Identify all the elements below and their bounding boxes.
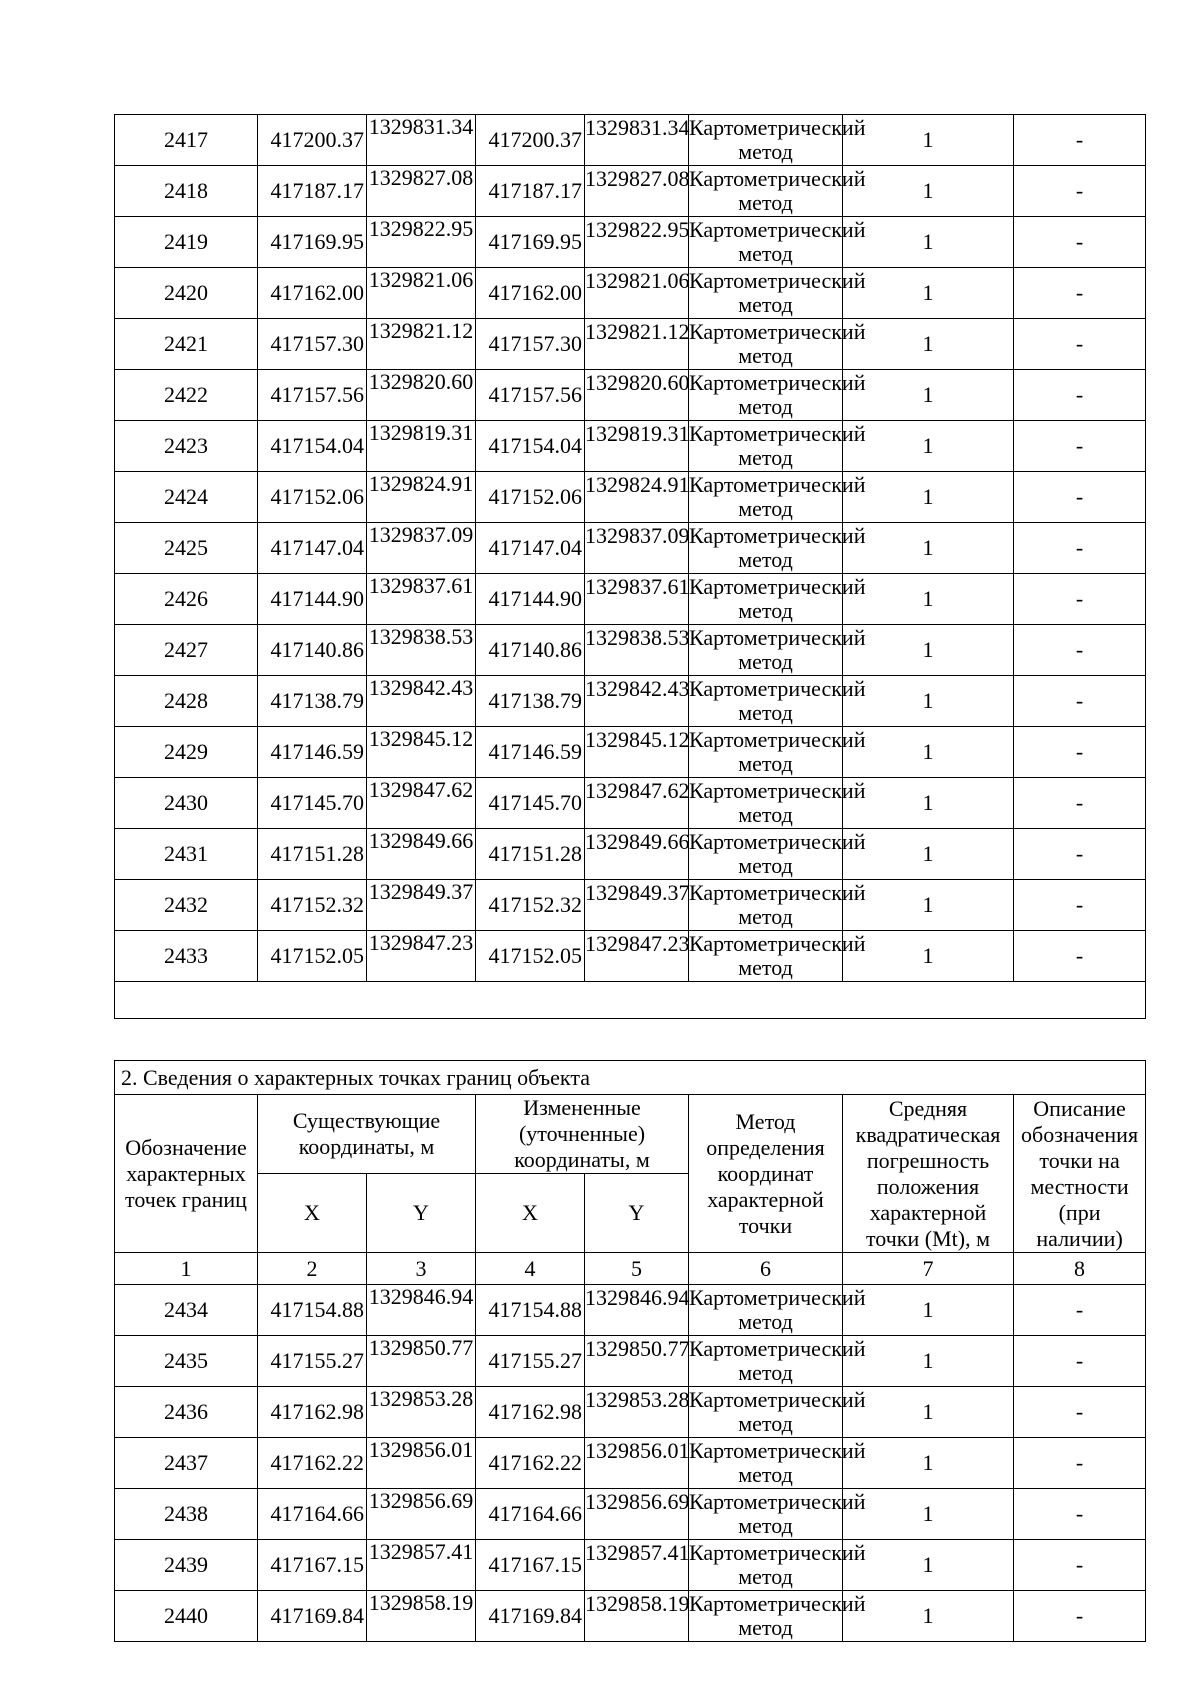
x-changed-cell: 417169.84 bbox=[476, 1591, 585, 1642]
y-existing-cell: 1329850.77 bbox=[367, 1336, 476, 1387]
empty-row bbox=[115, 982, 1146, 1019]
point-id-cell: 2424 bbox=[115, 472, 258, 523]
y-changed-cell: 1329820.60 bbox=[585, 370, 689, 421]
point-id-cell: 2427 bbox=[115, 625, 258, 676]
point-id-cell: 2438 bbox=[115, 1489, 258, 1540]
table-row bbox=[115, 472, 1146, 523]
method-cell: Картометрический метод bbox=[689, 1285, 866, 1334]
y-changed-cell: 1329821.06 bbox=[585, 268, 689, 319]
y-existing-cell: 1329821.06 bbox=[367, 268, 476, 319]
x-existing-cell: 417162.00 bbox=[258, 268, 367, 319]
header-point: Обозначение характерных точек границ bbox=[115, 1095, 258, 1253]
y-changed-cell: 1329845.12 bbox=[585, 727, 689, 778]
description-cell: - bbox=[1014, 115, 1146, 166]
x-existing-cell: 417169.95 bbox=[258, 217, 367, 268]
description-cell: - bbox=[1014, 778, 1146, 829]
y-existing-cell: 1329845.12 bbox=[367, 727, 476, 778]
error-cell: 1 bbox=[843, 1336, 1014, 1387]
header-x-changed: X bbox=[476, 1174, 585, 1253]
point-id-cell: 2422 bbox=[115, 370, 258, 421]
y-changed-cell: 1329846.94 bbox=[585, 1285, 689, 1336]
error-cell: 1 bbox=[843, 829, 1014, 880]
method-cell: Картометрический метод bbox=[689, 319, 866, 368]
y-changed-cell: 1329821.12 bbox=[585, 319, 689, 370]
x-changed-cell: 417169.95 bbox=[476, 217, 585, 268]
y-existing-cell: 1329824.91 bbox=[367, 472, 476, 523]
x-existing-cell: 417155.27 bbox=[258, 1336, 367, 1387]
point-id-cell: 2433 bbox=[115, 931, 258, 982]
x-existing-cell: 417187.17 bbox=[258, 166, 367, 217]
description-cell: - bbox=[1014, 574, 1146, 625]
x-changed-cell: 417147.04 bbox=[476, 523, 585, 574]
method-cell: Картометрический метод bbox=[689, 778, 866, 827]
description-cell: - bbox=[1014, 1336, 1146, 1387]
table-row bbox=[115, 1285, 1146, 1336]
x-changed-cell: 417162.22 bbox=[476, 1438, 585, 1489]
y-changed-cell: 1329850.77 bbox=[585, 1336, 689, 1387]
x-existing-cell: 417200.37 bbox=[258, 115, 367, 166]
y-changed-cell: 1329827.08 bbox=[585, 166, 689, 217]
error-cell: 1 bbox=[843, 370, 1014, 421]
description-cell: - bbox=[1014, 1489, 1146, 1540]
y-changed-cell: 1329838.53 bbox=[585, 625, 689, 676]
description-cell: - bbox=[1014, 1438, 1146, 1489]
column-number: 1 bbox=[115, 1253, 258, 1285]
y-existing-cell: 1329821.12 bbox=[367, 319, 476, 370]
y-existing-cell: 1329820.60 bbox=[367, 370, 476, 421]
x-existing-cell: 417167.15 bbox=[258, 1540, 367, 1591]
point-id-cell: 2429 bbox=[115, 727, 258, 778]
x-changed-cell: 417152.06 bbox=[476, 472, 585, 523]
x-changed-cell: 417138.79 bbox=[476, 676, 585, 727]
y-existing-cell: 1329837.61 bbox=[367, 574, 476, 625]
table-row bbox=[115, 421, 1146, 472]
x-changed-cell: 417140.86 bbox=[476, 625, 585, 676]
table-row bbox=[115, 166, 1146, 217]
point-id-cell: 2417 bbox=[115, 115, 258, 166]
y-changed-cell: 1329849.37 bbox=[585, 880, 689, 931]
method-cell: Картометрический метод bbox=[689, 1591, 866, 1640]
x-existing-cell: 417157.56 bbox=[258, 370, 367, 421]
description-cell: - bbox=[1014, 625, 1146, 676]
x-existing-cell: 417162.98 bbox=[258, 1387, 367, 1438]
point-id-cell: 2420 bbox=[115, 268, 258, 319]
y-changed-cell: 1329842.43 bbox=[585, 676, 689, 727]
point-id-cell: 2430 bbox=[115, 778, 258, 829]
point-id-cell: 2418 bbox=[115, 166, 258, 217]
column-number: 4 bbox=[476, 1253, 585, 1285]
y-existing-cell: 1329819.31 bbox=[367, 421, 476, 472]
error-cell: 1 bbox=[843, 115, 1014, 166]
x-existing-cell: 417145.70 bbox=[258, 778, 367, 829]
error-cell: 1 bbox=[843, 1540, 1014, 1591]
x-existing-cell: 417152.32 bbox=[258, 880, 367, 931]
method-cell: Картометрический метод bbox=[689, 1336, 866, 1385]
x-changed-cell: 417154.04 bbox=[476, 421, 585, 472]
x-changed-cell: 417145.70 bbox=[476, 778, 585, 829]
point-id-cell: 2426 bbox=[115, 574, 258, 625]
y-changed-cell: 1329856.69 bbox=[585, 1489, 689, 1540]
method-cell: Картометрический метод bbox=[689, 370, 866, 419]
method-cell: Картометрический метод bbox=[689, 421, 866, 470]
table-row bbox=[115, 370, 1146, 421]
description-cell: - bbox=[1014, 1387, 1146, 1438]
point-id-cell: 2425 bbox=[115, 523, 258, 574]
y-existing-cell: 1329827.08 bbox=[367, 166, 476, 217]
boundary-points-table bbox=[114, 1060, 1146, 1642]
description-cell: - bbox=[1014, 829, 1146, 880]
error-cell: 1 bbox=[843, 880, 1014, 931]
point-id-cell: 2419 bbox=[115, 217, 258, 268]
error-cell: 1 bbox=[843, 778, 1014, 829]
y-existing-cell: 1329831.34 bbox=[367, 115, 476, 166]
y-existing-cell: 1329858.19 bbox=[367, 1591, 476, 1642]
table-row bbox=[115, 1336, 1146, 1387]
method-cell: Картометрический метод bbox=[689, 1438, 866, 1487]
error-cell: 1 bbox=[843, 166, 1014, 217]
table-row bbox=[115, 778, 1146, 829]
table-row bbox=[115, 625, 1146, 676]
description-cell: - bbox=[1014, 370, 1146, 421]
x-changed-cell: 417155.27 bbox=[476, 1336, 585, 1387]
column-number: 6 bbox=[689, 1253, 843, 1285]
y-changed-cell: 1329856.01 bbox=[585, 1438, 689, 1489]
section-title-row bbox=[115, 1061, 1146, 1095]
y-existing-cell: 1329847.23 bbox=[367, 931, 476, 982]
y-existing-cell: 1329856.69 bbox=[367, 1489, 476, 1540]
method-cell: Картометрический метод bbox=[689, 574, 866, 623]
y-changed-cell: 1329858.19 bbox=[585, 1591, 689, 1642]
error-cell: 1 bbox=[843, 268, 1014, 319]
method-cell: Картометрический метод bbox=[689, 829, 866, 878]
method-cell: Картометрический метод bbox=[689, 166, 866, 215]
x-changed-cell: 417152.32 bbox=[476, 880, 585, 931]
y-existing-cell: 1329842.43 bbox=[367, 676, 476, 727]
header-x-existing: X bbox=[258, 1174, 367, 1253]
error-cell: 1 bbox=[843, 1438, 1014, 1489]
x-changed-cell: 417151.28 bbox=[476, 829, 585, 880]
description-cell: - bbox=[1014, 1591, 1146, 1642]
section-title: 2. Сведения о характерных точках границ объекта bbox=[115, 1061, 1146, 1095]
method-cell: Картометрический метод bbox=[689, 472, 866, 521]
y-existing-cell: 1329838.53 bbox=[367, 625, 476, 676]
y-existing-cell: 1329847.62 bbox=[367, 778, 476, 829]
method-cell: Картометрический метод bbox=[689, 1489, 866, 1538]
error-cell: 1 bbox=[843, 217, 1014, 268]
empty-cell bbox=[115, 982, 1146, 1019]
point-id-cell: 2434 bbox=[115, 1285, 258, 1336]
header-y-existing: Y bbox=[367, 1174, 476, 1253]
header-y-changed: Y bbox=[585, 1174, 689, 1253]
x-existing-cell: 417154.88 bbox=[258, 1285, 367, 1336]
method-cell: Картометрический метод bbox=[689, 880, 866, 929]
x-changed-cell: 417200.37 bbox=[476, 115, 585, 166]
description-cell: - bbox=[1014, 421, 1146, 472]
y-changed-cell: 1329819.31 bbox=[585, 421, 689, 472]
point-id-cell: 2421 bbox=[115, 319, 258, 370]
table-row bbox=[115, 523, 1146, 574]
description-cell: - bbox=[1014, 166, 1146, 217]
error-cell: 1 bbox=[843, 1591, 1014, 1642]
x-existing-cell: 417147.04 bbox=[258, 523, 367, 574]
table-row bbox=[115, 115, 1146, 166]
method-cell: Картометрический метод bbox=[689, 268, 866, 317]
table-row bbox=[115, 931, 1146, 982]
x-changed-cell: 417157.56 bbox=[476, 370, 585, 421]
column-numbers-row bbox=[115, 1253, 1146, 1285]
error-cell: 1 bbox=[843, 1387, 1014, 1438]
error-cell: 1 bbox=[843, 319, 1014, 370]
table-body-bottom bbox=[115, 1285, 1146, 1642]
description-cell: - bbox=[1014, 523, 1146, 574]
header-row-1 bbox=[115, 1095, 1146, 1174]
header-error: Средняя квадратическая погрешность положения характерной точки (Mt), м bbox=[843, 1095, 1014, 1253]
y-existing-cell: 1329849.37 bbox=[367, 880, 476, 931]
table-row bbox=[115, 217, 1146, 268]
y-changed-cell: 1329831.34 bbox=[585, 115, 689, 166]
x-changed-cell: 417154.88 bbox=[476, 1285, 585, 1336]
table-row bbox=[115, 727, 1146, 778]
x-changed-cell: 417187.17 bbox=[476, 166, 585, 217]
error-cell: 1 bbox=[843, 625, 1014, 676]
error-cell: 1 bbox=[843, 931, 1014, 982]
y-existing-cell: 1329857.41 bbox=[367, 1540, 476, 1591]
header-method: Метод определения координат характерной точки bbox=[689, 1095, 843, 1253]
point-id-cell: 2432 bbox=[115, 880, 258, 931]
table-row bbox=[115, 1387, 1146, 1438]
point-id-cell: 2423 bbox=[115, 421, 258, 472]
x-existing-cell: 417169.84 bbox=[258, 1591, 367, 1642]
x-existing-cell: 417152.05 bbox=[258, 931, 367, 982]
point-id-cell: 2435 bbox=[115, 1336, 258, 1387]
method-cell: Картометрический метод bbox=[689, 115, 866, 164]
x-existing-cell: 417162.22 bbox=[258, 1438, 367, 1489]
error-cell: 1 bbox=[843, 523, 1014, 574]
x-existing-cell: 417157.30 bbox=[258, 319, 367, 370]
table-row bbox=[115, 319, 1146, 370]
y-existing-cell: 1329853.28 bbox=[367, 1387, 476, 1438]
x-existing-cell: 417164.66 bbox=[258, 1489, 367, 1540]
table-row bbox=[115, 829, 1146, 880]
y-changed-cell: 1329853.28 bbox=[585, 1387, 689, 1438]
description-cell: - bbox=[1014, 727, 1146, 778]
x-changed-cell: 417162.00 bbox=[476, 268, 585, 319]
point-id-cell: 2436 bbox=[115, 1387, 258, 1438]
column-number: 7 bbox=[843, 1253, 1014, 1285]
method-cell: Картометрический метод bbox=[689, 523, 866, 572]
table-row bbox=[115, 574, 1146, 625]
column-number: 8 bbox=[1014, 1253, 1146, 1285]
table-row bbox=[115, 1591, 1146, 1642]
y-existing-cell: 1329837.09 bbox=[367, 523, 476, 574]
y-changed-cell: 1329857.41 bbox=[585, 1540, 689, 1591]
y-changed-cell: 1329824.91 bbox=[585, 472, 689, 523]
y-existing-cell: 1329846.94 bbox=[367, 1285, 476, 1336]
description-cell: - bbox=[1014, 676, 1146, 727]
y-changed-cell: 1329837.09 bbox=[585, 523, 689, 574]
error-cell: 1 bbox=[843, 1285, 1014, 1336]
description-cell: - bbox=[1014, 472, 1146, 523]
x-existing-cell: 417140.86 bbox=[258, 625, 367, 676]
coordinates-table-continued bbox=[114, 114, 1146, 1019]
point-id-cell: 2428 bbox=[115, 676, 258, 727]
y-changed-cell: 1329822.95 bbox=[585, 217, 689, 268]
error-cell: 1 bbox=[843, 421, 1014, 472]
column-number: 2 bbox=[258, 1253, 367, 1285]
x-changed-cell: 417167.15 bbox=[476, 1540, 585, 1591]
y-changed-cell: 1329849.66 bbox=[585, 829, 689, 880]
point-id-cell: 2439 bbox=[115, 1540, 258, 1591]
y-changed-cell: 1329837.61 bbox=[585, 574, 689, 625]
x-changed-cell: 417162.98 bbox=[476, 1387, 585, 1438]
description-cell: - bbox=[1014, 319, 1146, 370]
point-id-cell: 2431 bbox=[115, 829, 258, 880]
error-cell: 1 bbox=[843, 472, 1014, 523]
x-existing-cell: 417151.28 bbox=[258, 829, 367, 880]
description-cell: - bbox=[1014, 268, 1146, 319]
y-changed-cell: 1329847.62 bbox=[585, 778, 689, 829]
y-changed-cell: 1329847.23 bbox=[585, 931, 689, 982]
error-cell: 1 bbox=[843, 574, 1014, 625]
header-changed-coordinates: Измененные (уточненные) координаты, м bbox=[476, 1095, 689, 1174]
x-changed-cell: 417144.90 bbox=[476, 574, 585, 625]
x-existing-cell: 417152.06 bbox=[258, 472, 367, 523]
error-cell: 1 bbox=[843, 1489, 1014, 1540]
x-changed-cell: 417152.05 bbox=[476, 931, 585, 982]
method-cell: Картометрический метод bbox=[689, 931, 866, 980]
table-row bbox=[115, 676, 1146, 727]
table-body-top bbox=[115, 115, 1146, 982]
point-id-cell: 2440 bbox=[115, 1591, 258, 1642]
column-number: 5 bbox=[585, 1253, 689, 1285]
x-existing-cell: 417146.59 bbox=[258, 727, 367, 778]
description-cell: - bbox=[1014, 1540, 1146, 1591]
description-cell: - bbox=[1014, 1285, 1146, 1336]
point-id-cell: 2437 bbox=[115, 1438, 258, 1489]
description-cell: - bbox=[1014, 931, 1146, 982]
method-cell: Картометрический метод bbox=[689, 1540, 866, 1589]
description-cell: - bbox=[1014, 880, 1146, 931]
method-cell: Картометрический метод bbox=[689, 676, 866, 725]
table-row bbox=[115, 880, 1146, 931]
x-changed-cell: 417157.30 bbox=[476, 319, 585, 370]
description-cell: - bbox=[1014, 217, 1146, 268]
table-row bbox=[115, 268, 1146, 319]
table-row bbox=[115, 1438, 1146, 1489]
y-existing-cell: 1329856.01 bbox=[367, 1438, 476, 1489]
table-row bbox=[115, 1540, 1146, 1591]
x-existing-cell: 417154.04 bbox=[258, 421, 367, 472]
method-cell: Картометрический метод bbox=[689, 217, 866, 266]
x-existing-cell: 417144.90 bbox=[258, 574, 367, 625]
header-description: Описание обозначения точки на местности (при наличии) bbox=[1014, 1095, 1146, 1253]
method-cell: Картометрический метод bbox=[689, 727, 866, 776]
x-existing-cell: 417138.79 bbox=[258, 676, 367, 727]
table-row bbox=[115, 1489, 1146, 1540]
error-cell: 1 bbox=[843, 676, 1014, 727]
y-existing-cell: 1329822.95 bbox=[367, 217, 476, 268]
x-changed-cell: 417164.66 bbox=[476, 1489, 585, 1540]
column-number: 3 bbox=[367, 1253, 476, 1285]
x-changed-cell: 417146.59 bbox=[476, 727, 585, 778]
y-existing-cell: 1329849.66 bbox=[367, 829, 476, 880]
header-existing-coordinates: Существующие координаты, м bbox=[258, 1095, 476, 1174]
method-cell: Картометрический метод bbox=[689, 1387, 866, 1436]
error-cell: 1 bbox=[843, 727, 1014, 778]
method-cell: Картометрический метод bbox=[689, 625, 866, 674]
